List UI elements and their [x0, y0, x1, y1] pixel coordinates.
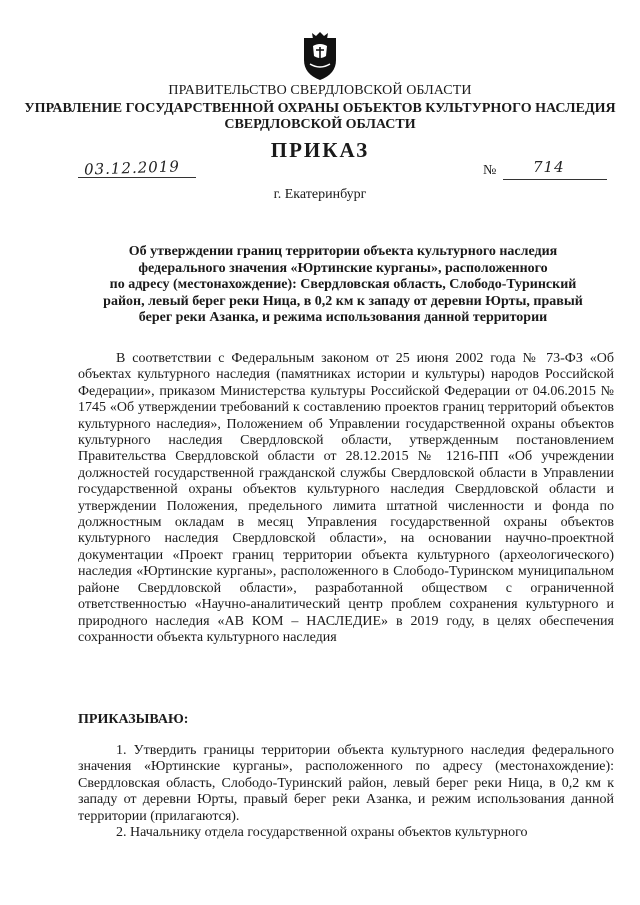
government-name: ПРАВИТЕЛЬСТВО СВЕРДЛОВСКОЙ ОБЛАСТИ [168, 83, 472, 98]
order-subject [78, 244, 608, 327]
number-underline [503, 179, 607, 180]
document-type: ПРИКАЗ [270, 138, 370, 162]
city: г. Екатеринбург [273, 187, 367, 202]
preamble-paragraph: В соответствии с Федеральным законом от 25 июня 2002 года № 73-ФЗ «Об объектах культурного наследия (памятниках истории и культуры) народов Российской Федерации», приказом Министерства культуры Российской Федерации от 04.06.2015 № 1745 «Об утверждении требований к составлению проектов границ территорий объектов культурного наследия», Положением об Управлении государственной охраны объектов культурного наследия Свердловской области, утвержденным постановлением Правительства Свердловской области от 28.12.2015 № 1216-ПП «Об учреждении должностей государственной гражданской службы Свердловской области в Управлении государственной охраны объектов культурного наследия Свердловской области и утверждении Положения, предельного лимита штатной численности и фонда по должностным окладам в месяц Управления государственной охраны объектов культурного наследия Свердловской области», на основании научно-проектной документации «Проект границ территории объекта культурного (археологического) наследия «Юртинские курганы», расположенного в Слободо-Туринском муниципальном районе Свердловской области», разработанной обществом с ограниченной ответственностью «Научно-аналитический центр проблем сохранения культурного и природного наследия «АВ КОМ – НАСЛЕДИЕ» в 2019 году, в целях обеспечения сохранности объекта культурного наследия [78, 351, 614, 645]
department-name [0, 101, 640, 133]
preamble-section [78, 351, 614, 646]
order-date [78, 158, 196, 180]
order-heading: ПРИКАЗЫВАЮ: [78, 712, 189, 727]
order-item-2: 2. Начальнику отдела государственной охраны объектов культурного [116, 825, 528, 841]
coat-of-arms-icon [300, 30, 340, 82]
date-underline [78, 177, 196, 178]
order-date-value: 03.12.2019 [83, 157, 181, 179]
subject-line: федерального значения «Юртинские курганы», расположенного [138, 260, 548, 276]
subject-line: берег реки Азанка, и режима использования данной территории [138, 310, 548, 325]
subject-line: район, левый берег реки Ница, в 0,2 км к западу от деревни Юрты, правый [103, 293, 583, 309]
department-line-1: УПРАВЛЕНИЕ ГОСУДАРСТВЕННОЙ ОХРАНЫ ОБЪЕКТОВ КУЛЬТУРНОГО НАСЛЕДИЯ [24, 101, 616, 116]
order-item-1: 1. Утвердить границы территории объекта культурного наследия федерального значения «Юртинские курганы», расположенного по адресу (местонахождение): Свердловская область, Слободо-Туринский район, левый берег реки Ница, в 0,2 км к западу от деревни Юрты, правый берег реки Азанка, и режим использования данной территории (прилагаются). [78, 743, 614, 824]
subject-line: по адресу (местонахождение): Свердловская область, Слободо-Туринский [109, 277, 577, 292]
number-sign: № [483, 163, 497, 178]
order-number [483, 158, 607, 182]
department-line-2: СВЕРДЛОВСКОЙ ОБЛАСТИ [224, 117, 416, 132]
order-items [78, 743, 614, 841]
subject-line: Об утверждении границ территории объекта культурного наследия [128, 244, 558, 259]
order-number-value: 714 [533, 158, 565, 176]
